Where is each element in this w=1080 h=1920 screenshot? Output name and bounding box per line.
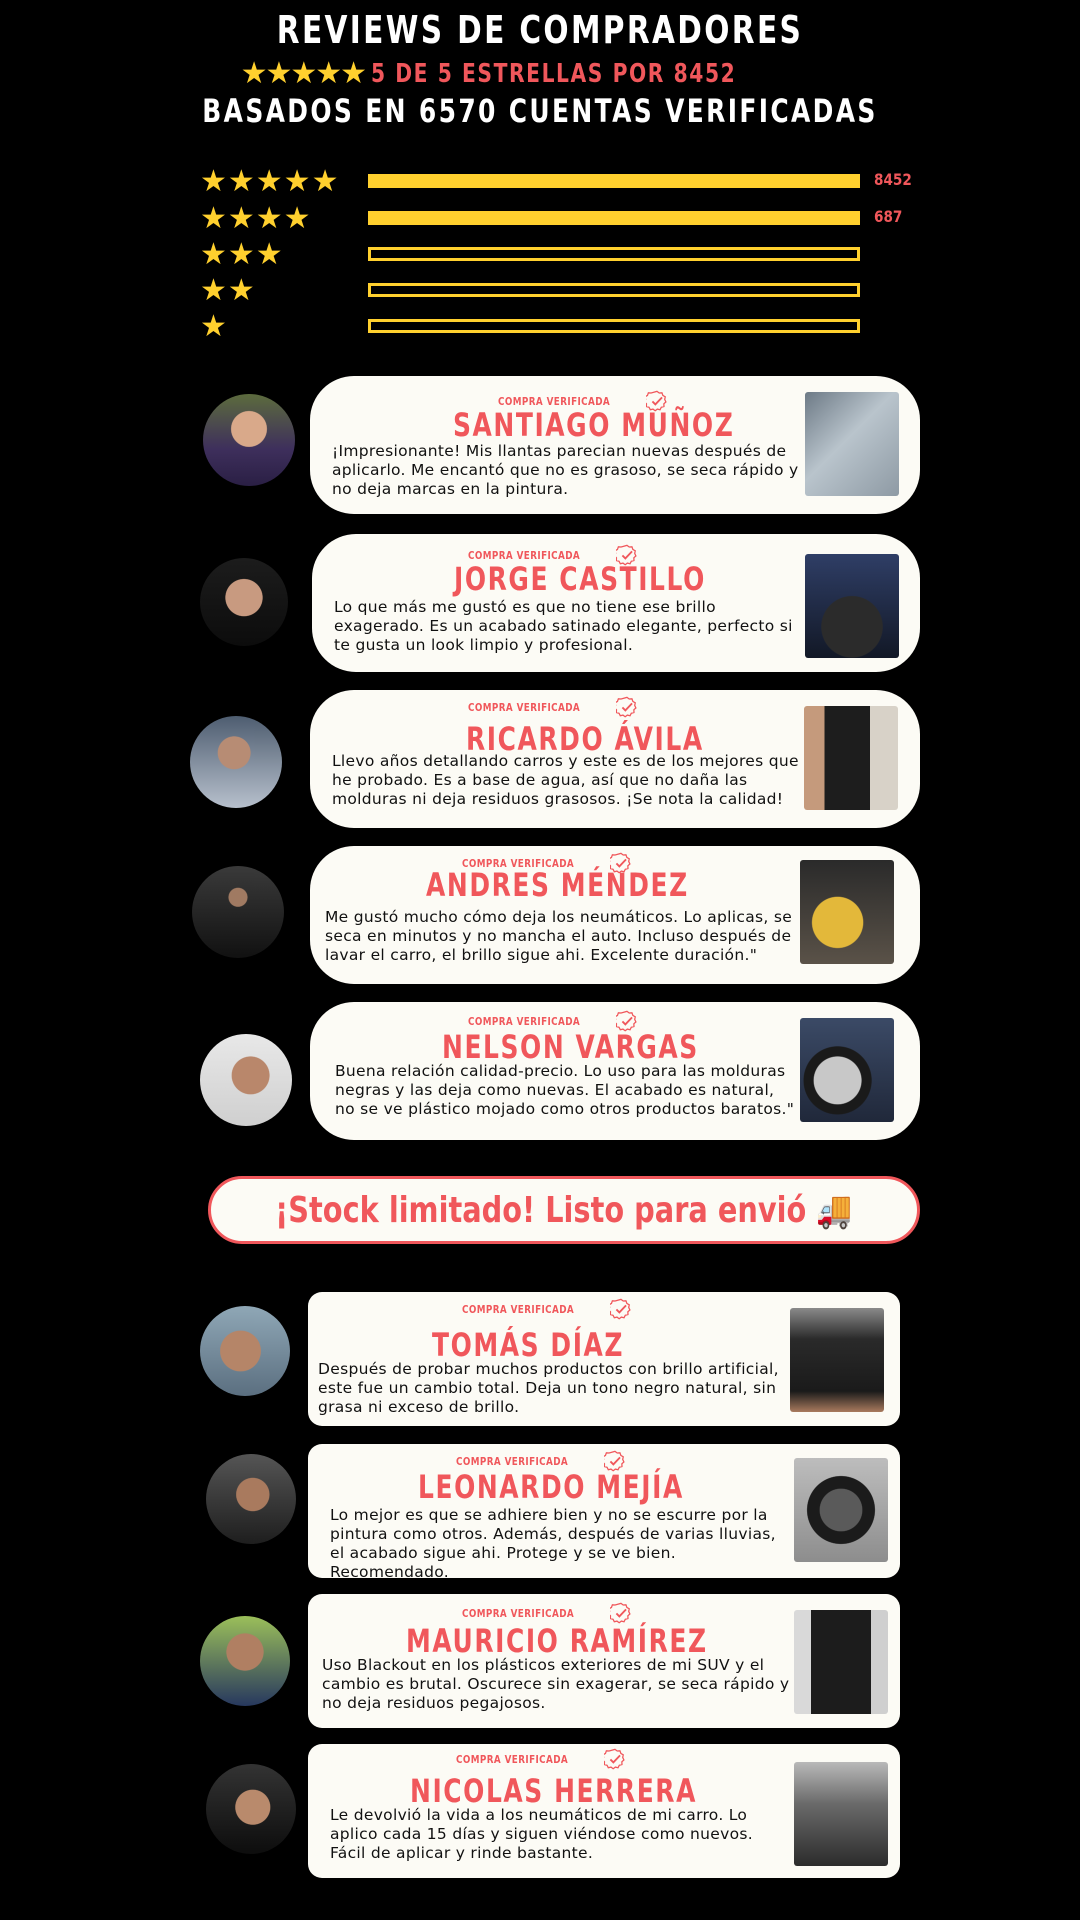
reviewer-name: JORGE CASTILLO	[454, 560, 706, 598]
verified-purchase-label: COMPRA VERIFICADA	[462, 1302, 575, 1316]
verified-check-icon	[604, 1748, 626, 1770]
page-title: REVIEWS DE COMPRADORES	[276, 8, 804, 52]
review-photo	[790, 1308, 884, 1412]
rating-summary	[0, 56, 1080, 91]
review-text: Buena relación calidad-precio. Lo uso para las molduras negras y las deja como nuevas. El acabado es natural, no se ve plástico mojado como otros productos baratos."	[335, 1062, 795, 1118]
rating-summary-text: 5 DE 5 ESTRELLAS POR 8452	[371, 58, 737, 89]
reviewer-name: NELSON VARGAS	[442, 1028, 699, 1066]
reviewer-avatar	[206, 1764, 296, 1854]
rating-bar	[368, 174, 860, 188]
review-photo	[804, 706, 898, 810]
review-photo	[794, 1458, 888, 1562]
reviewer-avatar	[203, 394, 295, 486]
reviewer-name: SANTIAGO MUÑOZ	[453, 406, 735, 444]
reviewer-avatar	[192, 866, 284, 958]
verified-purchase-label: COMPRA VERIFICADA	[498, 394, 611, 408]
rating-row	[200, 238, 920, 271]
rating-bar-fill	[371, 177, 857, 185]
review-text: ¡Impresionante! Mis llantas parecian nuevas después de aplicarlo. Me encantó que no es grasoso, se seca rápido y no deja marcas en la pintura.	[332, 442, 799, 498]
verified-purchase-label: COMPRA VERIFICADA	[468, 700, 581, 714]
rating-bar	[368, 319, 860, 333]
verified-purchase-label: COMPRA VERIFICADA	[462, 856, 575, 870]
review-text: Me gustó mucho cómo deja los neumáticos. Lo aplicas, se seca en minutos y no mancha el auto. Incluso después de lavar el carro, el brillo sigue ahi. Excelente duración."	[325, 908, 793, 964]
review-text: Le devolvió la vida a los neumáticos de mi carro. Lo aplico cada 15 días y siguen viéndose como nuevos. Fácil de aplicar y rinde bastante.	[330, 1806, 753, 1862]
rating-stars-icon: ★★★★★	[200, 165, 340, 198]
verified-purchase-label: COMPRA VERIFICADA	[468, 548, 581, 562]
stock-banner-text: ¡Stock limitado! Listo para envió 🚚	[275, 1190, 853, 1231]
review-text: Lo que más me gustó es que no tiene ese brillo exagerado. Es un acabado satinado elegante, perfecto si te gusta un look limpio y profesional.	[334, 598, 793, 654]
rating-count: 8452	[874, 170, 912, 189]
verified-check-icon	[610, 1298, 632, 1320]
rating-bar	[368, 247, 860, 261]
verified-purchase-badge	[456, 1748, 626, 1770]
verified-purchase-label: COMPRA VERIFICADA	[468, 1014, 581, 1028]
verified-purchase-label: COMPRA VERIFICADA	[456, 1752, 569, 1766]
rating-row	[200, 165, 920, 198]
review-photo	[800, 860, 894, 964]
rating-bar-fill	[371, 214, 857, 222]
review-text: Después de probar muchos productos con brillo artificial, este fue un cambio total. Deja un tono negro natural, sin grasa ni exceso de brillo.	[318, 1360, 779, 1416]
verified-purchase-badge	[462, 1602, 632, 1624]
reviewer-name: RICARDO ÁVILA	[466, 720, 704, 758]
reviewer-avatar	[190, 716, 282, 808]
verified-accounts-text: BASADOS EN 6570 CUENTAS VERIFICADAS	[202, 92, 878, 130]
review-photo	[800, 1018, 894, 1122]
reviewer-avatar	[200, 1616, 290, 1706]
summary-stars-icon: ★★★★★	[240, 57, 366, 90]
rating-row	[200, 310, 920, 343]
review-photo	[805, 554, 899, 658]
reviewer-avatar	[200, 558, 288, 646]
reviewer-name: MAURICIO RAMÍREZ	[406, 1622, 708, 1660]
rating-bar	[368, 283, 860, 297]
rating-bar	[368, 211, 860, 225]
rating-stars-icon: ★	[200, 310, 228, 343]
reviewer-avatar	[206, 1454, 296, 1544]
rating-count: 687	[874, 207, 903, 226]
rating-stars-icon: ★★★	[200, 238, 284, 271]
review-photo	[794, 1610, 888, 1714]
reviewer-name: ANDRES MÉNDEZ	[426, 866, 689, 904]
verified-check-icon	[610, 1602, 632, 1624]
rating-row	[200, 202, 920, 235]
review-text: Uso Blackout en los plásticos exteriores de mi SUV y el cambio es brutal. Oscurece sin exagerar, se seca rápido y no deja residuos pegajosos.	[322, 1656, 790, 1712]
verified-purchase-label: COMPRA VERIFICADA	[456, 1454, 569, 1468]
review-photo	[805, 392, 899, 496]
stock-banner	[208, 1176, 920, 1244]
reviewer-name: NICOLAS HERRERA	[410, 1772, 697, 1810]
verified-purchase-badge	[468, 696, 638, 718]
reviewer-name: LEONARDO MEJÍA	[418, 1468, 684, 1506]
rating-stars-icon: ★★	[200, 274, 256, 307]
reviewer-avatar	[200, 1034, 292, 1126]
verified-purchase-badge	[462, 1298, 632, 1320]
rating-stars-icon: ★★★★	[200, 202, 312, 235]
reviewer-avatar	[200, 1306, 290, 1396]
rating-row	[200, 274, 920, 307]
review-text: Llevo años detallando carros y este es de los mejores que he probado. Es a base de agua, así que no daña las molduras ni deja residuos grasosos. ¡Se nota la calidad!	[332, 752, 799, 808]
review-text: Lo mejor es que se adhiere bien y no se escurre por la pintura como otros. Además, después de varias lluvias, el acabado sigue ahi. Protege y se ve bien. Recomendado.	[330, 1506, 776, 1581]
review-photo	[794, 1762, 888, 1866]
verified-purchase-label: COMPRA VERIFICADA	[462, 1606, 575, 1620]
reviewer-name: TOMÁS DÍAZ	[432, 1326, 625, 1364]
verified-check-icon	[616, 696, 638, 718]
